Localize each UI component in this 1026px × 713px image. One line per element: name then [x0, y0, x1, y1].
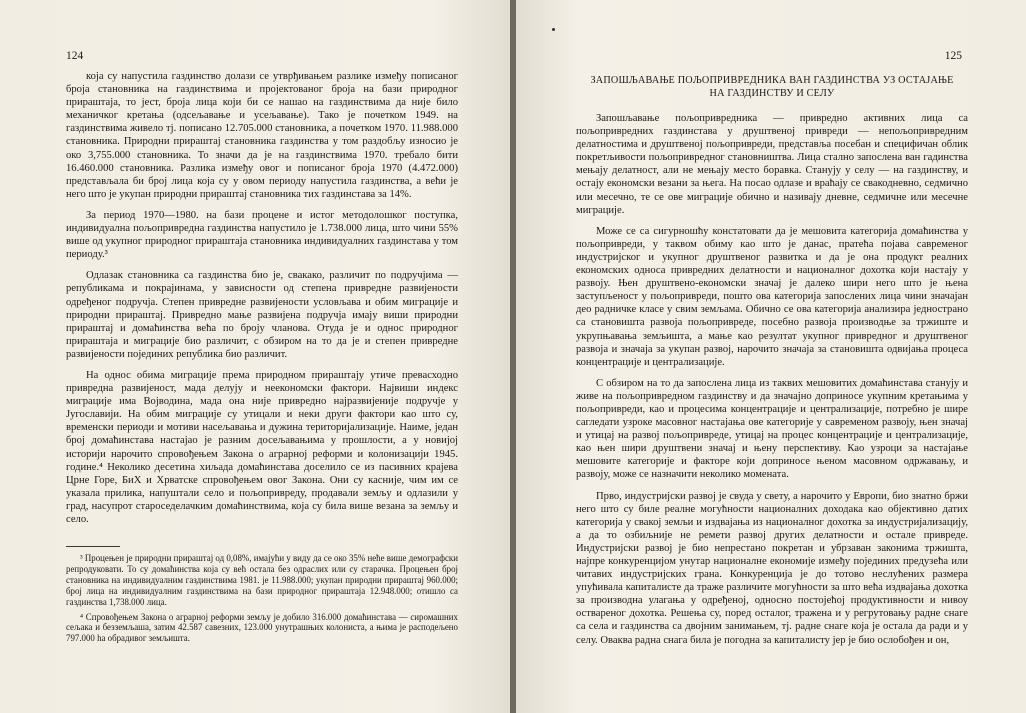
paragraph: С обзиром на то да запослена лица из таквих мешовитих домаћинстава станују и живе на пољопривредном газдинству и да значајно доприносе укупним кретањима у пољопривреди, као и процесима концентрације и централизације, потребно је шире сагледати узроке масовног настајања ове категорије у савременом развоју, њен значај и утицај на развој пољопривреде, утицај на процес концентрације и централизације, као њен шири друштвени значај и њену перспективу. Као узроци за настајање мешовите категорије и факторе који доприносе њеном масовном одржавању, и развоју, може се назначити неколико момената. — [576, 377, 968, 481]
footnote-rule — [66, 546, 120, 547]
paragraph: Запошљавање пољопривредника — привредно активних лица са пољопривредних газдинстава у друштвеној привреди — непољопривредним делатностима и друштвеној пољопривреди, представља посебан и специфичан облик покретљивости пољопривредног становништва. Лица стално запослена ван гадинства мењају делатност, али не мењају место боравка. Станују у селу — на газдинству, и остају економски везани за њега. На посао одлазе и враћају се свакодневно, седмично или месечно, те се ове миграције обично и називају дневне, седмичне или месечне миграције. — [576, 113, 968, 216]
paragraph: На однос обима миграције према природном прираштају утиче превасходно привредна развијеност, мада делују и неекономски фактори. Највиши индекс миграције има Војводина, мада она није привредно најразвијеније подручје у Југославији. На обим миграције су утицали и неки други фактори као што су, временски периоди и мотиви насељавања и дужина територијализације. Наиме, један број домаћинстава настајао је разним досељавањима у прошлости, а у новијој историји нарочито спровођењем Закона о аграрној реформи и колонизацији 1945. године.⁴ Неколико десетина хиљада домаћинстава доселило се из пасивних крајева Црне Горе, БиХ и Хрватске спровођењем овог Закона. Они су касније, чим им се указала прилика, напуштали село и пољопривреду, продавали земљу и одлазили у град, насупрот староседелачким домаћинствима, која су била више везана за земљу и село. — [66, 369, 458, 525]
footnote: ³ Процењен је природни прираштај од 0,08%, имајући у виду да се око 35% неће више демографски репродуковати. То су домаћинства која су већ остала без одраслих или су старачка. Процењен број становника на индивидуалним газдинствима 1981. је 11.988.000; укупан природни прираштај 960.000; број лица на индивидуалним газдинствима на бази природног прираштаја 12.948.000; отишло са газдинства 1,738.000 лица. — [66, 553, 458, 607]
body-text — [576, 112, 968, 647]
footnotes — [66, 546, 458, 644]
page-number: 124 — [66, 50, 84, 62]
paragraph: Може се са сигурношћу констатовати да је мешовита категорија домаћинства у пољопривреди, у таквом обиму као што је данас, пратећа појава савременог индустријског и укупног друштвеног развитка и да је она продукт реалних економских односа привредних делатности и националног дохотка који настају у развоју. Њен друштвено-економски значај је далеко шири него што је њена заступљеност у пољопривреди, пошто ова категорија запослених лица чини значајан део радничке класе у свим земљама. Обично се ова категорија анализира једнострано са становишта развоја пољопривреде, посебно развоја производње за тржиште и укрупњавања земљишта, а мање као резултат укупног привредног и друштвеног развоја и значаја за укупан развој, нарочито значаја за становишта одвијања процеса концентрације и централизације. — [576, 225, 968, 368]
paragraph: Прво, индустријски развој је свуда у свету, а нарочито у Европи, био знатно бржи него што су биле реалне могућности националних доходака као објективно датих категорија у свакој земљи и издвајања из националног дохотка за индустријализацију, а да то озбиљније не ремети развој других делатности и остале привреде. Индустријски развој је био непрестано покретан и убрзаван законима тржишта, најпре конкуренцијом унутар националне економије између појединих предузећа или читавих индустријских грана. Конкуренција је до тотово неслућених размера упућивала капиталисте да траже различите могућности за што већа издвајања дохотка за производна улагања у одређеној, односно постојећој продуктивности и нивоу оствареног дохотка. Решења су, поред осталог, тражена и у регрутовању радне снаге са села и газдинства са двојним занимањем, тј. радне снаге која је остала да ради и у селу. Оваква радна снага била је погодна за капиталисту јер је био ослобођен и он, — [576, 490, 968, 646]
section-heading — [576, 74, 968, 100]
footnote: ⁴ Спровођењем Закона о аграрној реформи земљу је добило 316.000 домаћинстава — сиромашних сељака и безземљаша, затим 42.587 савезних, 123.000 унутрашњих колониста, а њима је расподељено 797.000 ha обрадивог земљишта. — [66, 611, 458, 644]
paragraph: За период 1970—1980. на бази процене и истог методолошког поступка, индивидуална пољопривредна газдинства напустило је 1.738.000 лица, што чини 55% више од укупног природног прираштаја становника индивидуалних газдинстава у том периоду.³ — [66, 209, 458, 261]
body-text — [66, 70, 458, 526]
heading-line: ЗАПОШЉАВАЊЕ ПОЉОПРИВРЕДНИКА ВАН ГАЗДИНСТВА УЗ ОСТАЈАЊЕ — [590, 75, 954, 86]
page-number: 125 — [944, 50, 962, 62]
print-speck — [552, 28, 555, 31]
paragraph: Одлазак становника са газдинства био је, свакако, различит по подручјима — републикама и покрајинама, у зависности од степена привредне развијености одређеног подручја. Степен привредне развијености условљава и обим миграције и природни прираштај. Привредно мање развијена подручја имају виши природни прираштај и домаћинства већа по броју чланова. Отуда је и однос природног прираштаја и миграције био различит, с обзиром на то да је и степен привредне развијености појединих република био различит. — [66, 270, 458, 360]
paragraph: која су напустила газдинство долази се утврђивањем разлике између пописаног броја становника на газдинствима и пројектованог броја на бази природног прираштаја, то јест, броја лица који би се нашао на газдинствима да није било механичког кретања (одсељавање и усељавање). Тако је почетком 1949. на газдинствима живело тј. пописано 12.705.000 становника, а почетком 1970. 11.988.000 становника. Природни прираштај становника газдинства у том раздобљу износио је око 3,755.000 становника. То значи да је на газдинствима 1970. требало бити 16.460.000 становника. Разлика између овог и пописаног броја 1970 (4.472.000) представљала би број лица која су у овом периоду напустила газдинства, а већи је него што је укупан природни прираштај становника тих газдинстава за 14%. — [66, 71, 458, 200]
right-page — [516, 0, 1026, 713]
heading-line: НА ГАЗДИНСТВУ И СЕЛУ — [709, 88, 835, 99]
left-page — [0, 0, 510, 713]
